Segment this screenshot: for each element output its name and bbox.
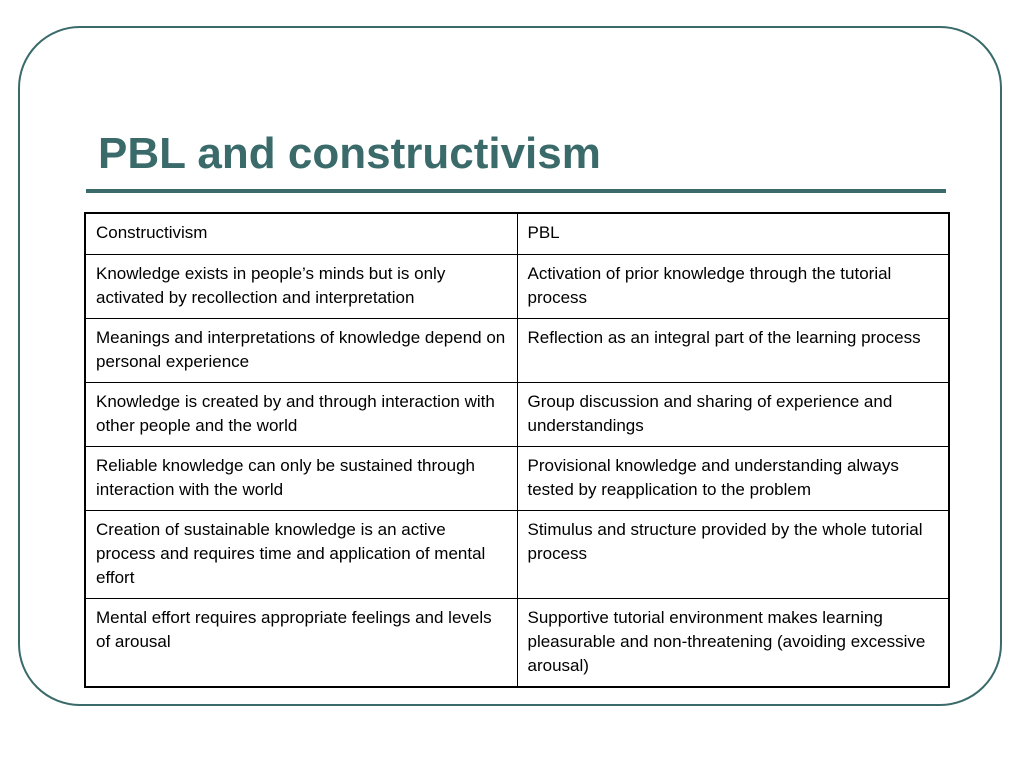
constructivism-cell: Meanings and interpretations of knowledge depend on personal experience [85, 318, 517, 382]
pbl-cell: Stimulus and structure provided by the whole tutorial process [517, 510, 949, 598]
constructivism-cell: Mental effort requires appropriate feelings and levels of arousal [85, 598, 517, 687]
table-row [85, 254, 949, 318]
comparison-table-container [84, 212, 948, 688]
table-row [85, 510, 949, 598]
title-underline [86, 189, 946, 193]
constructivism-cell: Creation of sustainable knowledge is an active process and requires time and application of mental effort [85, 510, 517, 598]
constructivism-cell: Knowledge is created by and through interaction with other people and the world [85, 382, 517, 446]
pbl-cell: Provisional knowledge and understanding always tested by reapplication to the problem [517, 446, 949, 510]
header-cell-constructivism: Constructivism [85, 213, 517, 254]
comparison-table [84, 212, 950, 688]
constructivism-cell: Reliable knowledge can only be sustained through interaction with the world [85, 446, 517, 510]
table-header-row [85, 213, 949, 254]
table-row [85, 382, 949, 446]
pbl-cell: Group discussion and sharing of experience and understandings [517, 382, 949, 446]
table-row [85, 446, 949, 510]
table-row [85, 318, 949, 382]
slide-title: PBL and constructivism [98, 129, 601, 178]
pbl-cell: Reflection as an integral part of the learning process [517, 318, 949, 382]
pbl-cell: Activation of prior knowledge through the tutorial process [517, 254, 949, 318]
table-row [85, 598, 949, 687]
pbl-cell: Supportive tutorial environment makes learning pleasurable and non-threatening (avoiding excessive arousal) [517, 598, 949, 687]
constructivism-cell: Knowledge exists in people’s minds but is only activated by recollection and interpretation [85, 254, 517, 318]
header-cell-pbl: PBL [517, 213, 949, 254]
